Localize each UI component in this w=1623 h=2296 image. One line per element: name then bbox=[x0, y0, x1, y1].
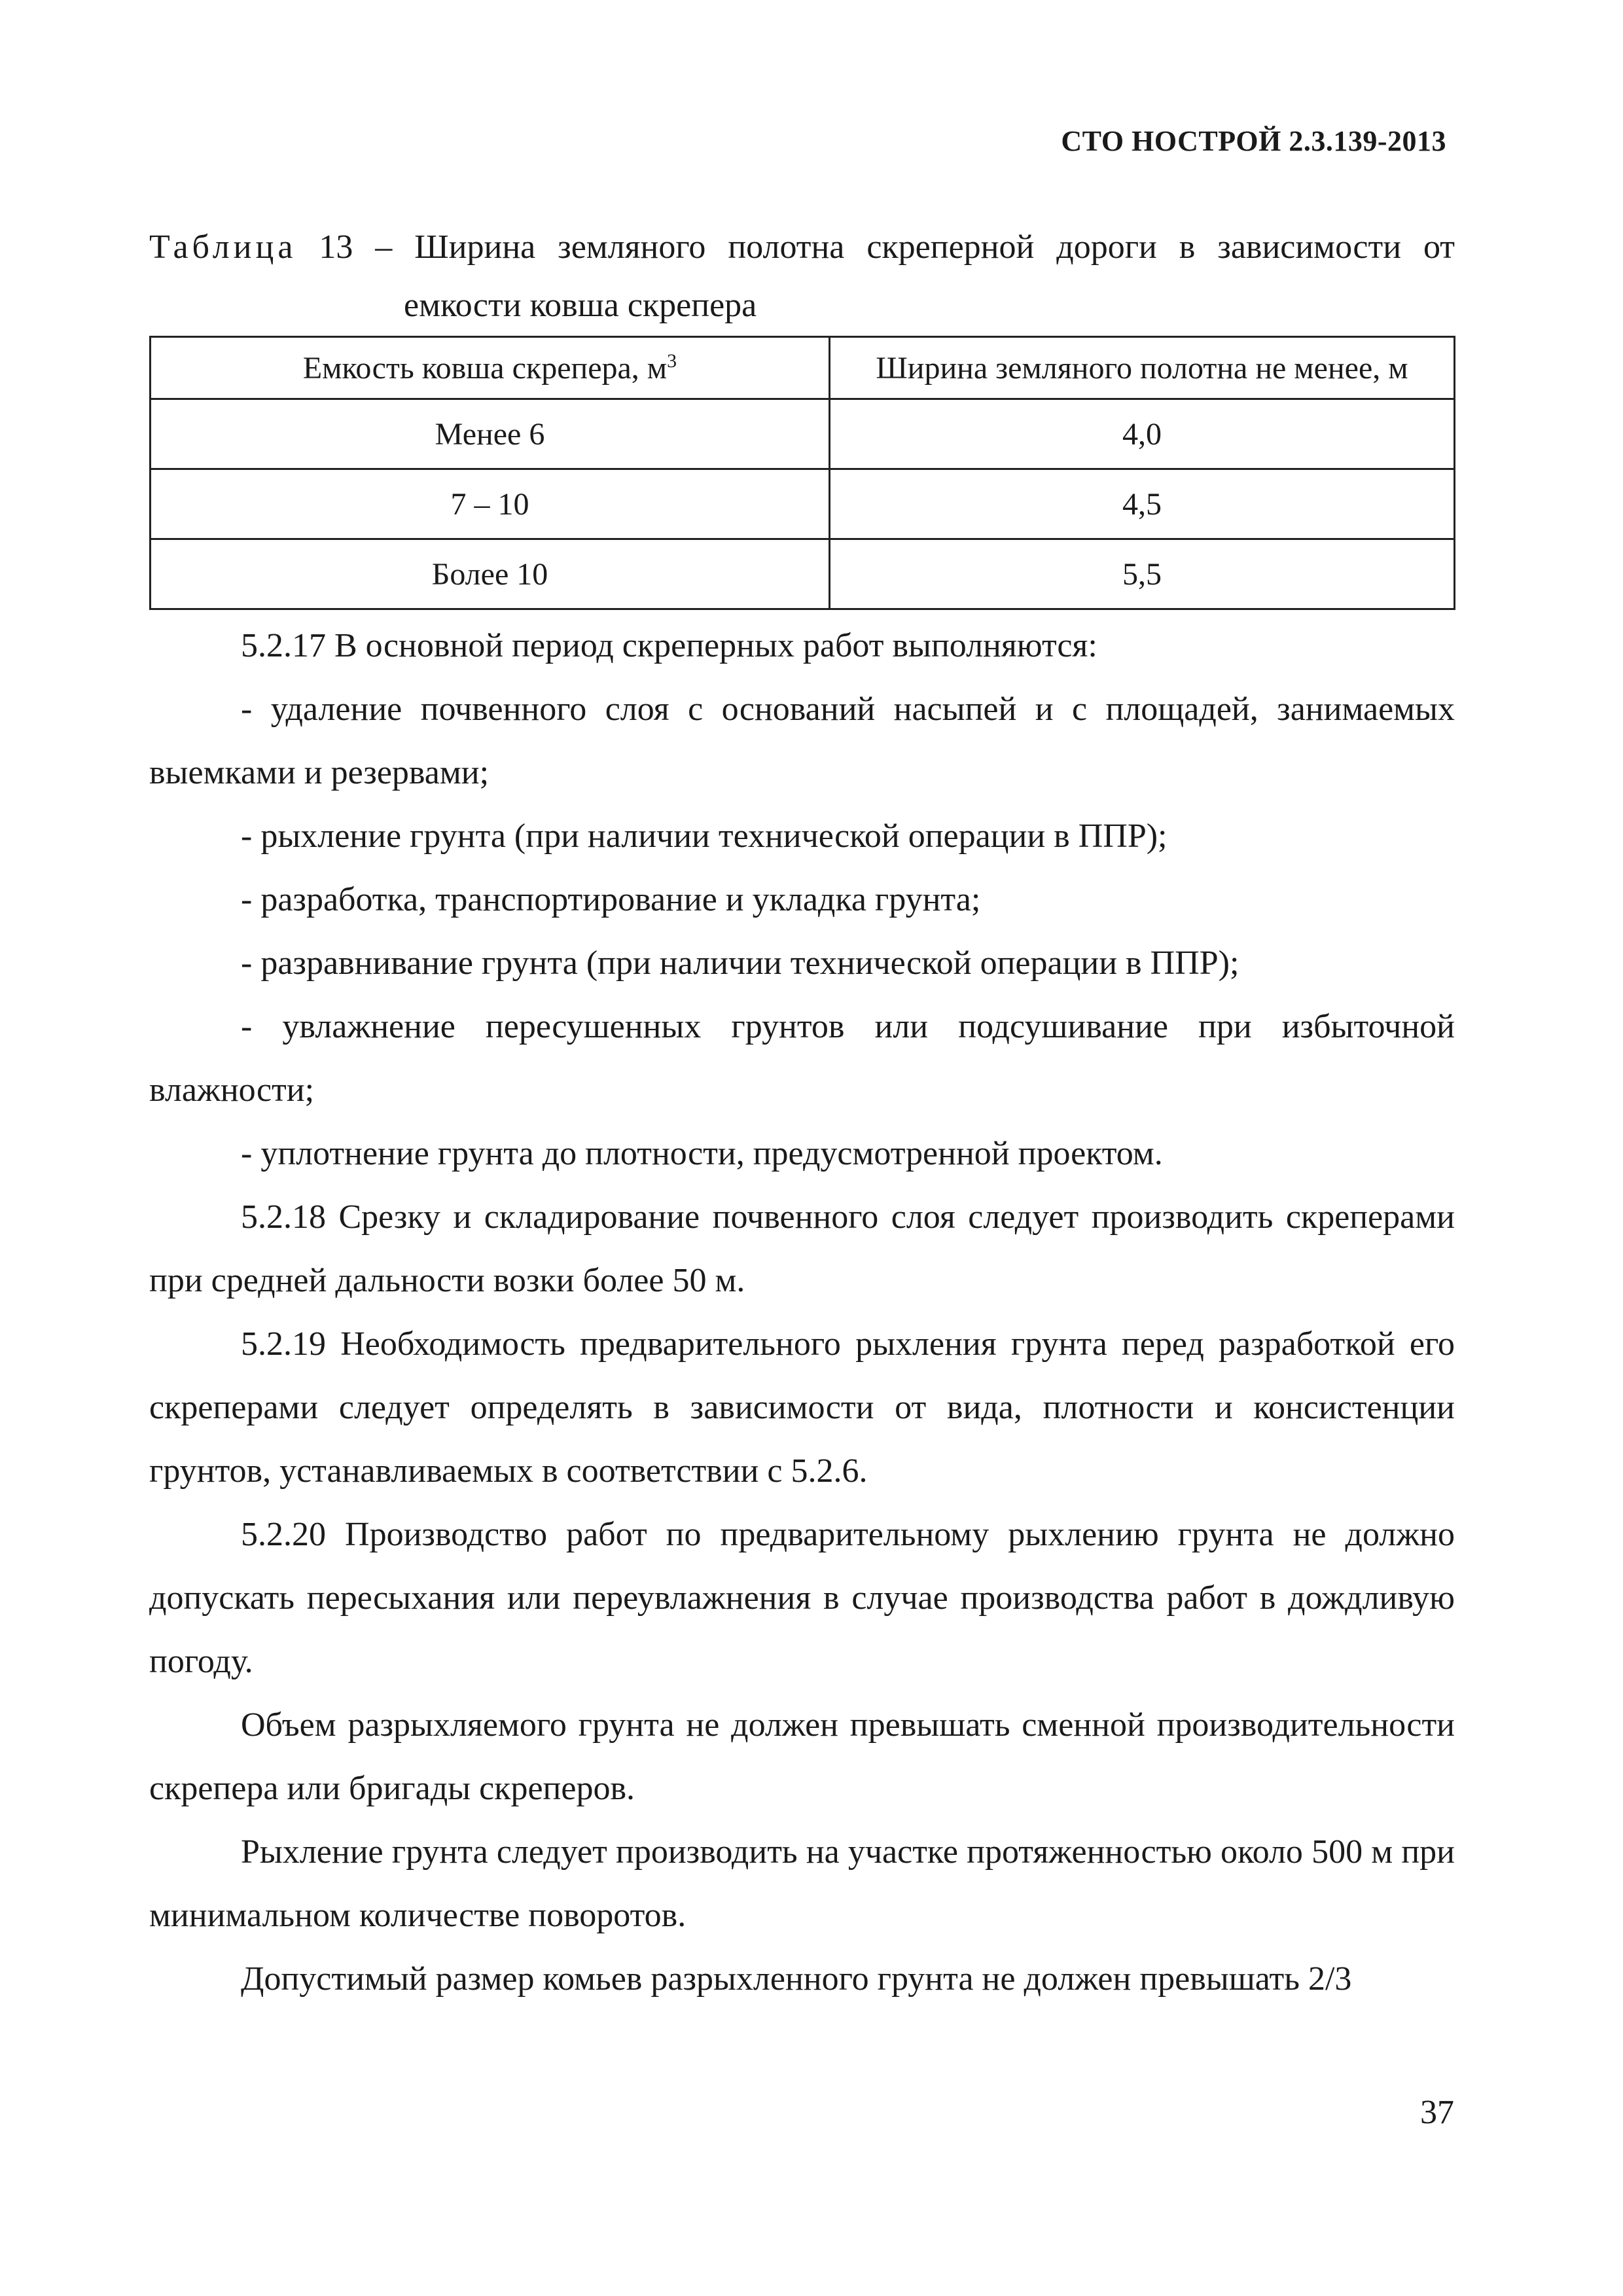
paragraph: 5.2.18 Срезку и складирование почвенного слоя следует производить скреперами при средней дальности возки более 50 м. bbox=[149, 1198, 1455, 1299]
scraper-road-width-table bbox=[149, 336, 1455, 610]
paragraph: Допустимый размер комьев разрыхленного грунта не должен превышать 2/3 bbox=[241, 1960, 1352, 1998]
table-caption bbox=[149, 211, 1455, 283]
cell-width: 4,5 bbox=[830, 469, 1455, 539]
cell-capacity: Более 10 bbox=[151, 539, 830, 609]
paragraph: Объем разрыхляемого грунта не должен превышать сменной производительности скрепера или бригады скреперов. bbox=[149, 1706, 1455, 1807]
table-row bbox=[151, 399, 1455, 469]
paragraph: 5.2.20 Производство работ по предварительному рыхлению грунта не должно допускать пересыхания или переувлажнения в случае производства работ в дождливую погоду. bbox=[149, 1516, 1455, 1680]
paragraph: - разработка, транспортирование и укладка грунта; bbox=[241, 881, 981, 918]
table-caption-text: 13 – Ширина земляного полотна скреперной дороги в зависимости от bbox=[319, 228, 1455, 266]
paragraph: - разравнивание грунта (при наличии технической операции в ППР); bbox=[241, 944, 1240, 982]
document-code-header: СТО НОСТРОЙ 2.3.139-2013 bbox=[1061, 125, 1446, 157]
header-capacity-superscript: 3 bbox=[667, 350, 677, 372]
table-caption-label: Таблица bbox=[149, 228, 297, 266]
paragraph: - уплотнение грунта до плотности, предусмотренной проектом. bbox=[241, 1135, 1163, 1172]
paragraph: - рыхление грунта (при наличии технической операции в ППР); bbox=[241, 817, 1168, 855]
cell-width: 5,5 bbox=[830, 539, 1455, 609]
paragraph: - увлажнение пересушенных грунтов или подсушивание при избыточной влажности; bbox=[149, 1008, 1455, 1109]
table-header-row bbox=[151, 337, 1455, 399]
cell-capacity: 7 – 10 bbox=[151, 469, 830, 539]
body-text bbox=[149, 614, 1455, 2011]
table-row bbox=[151, 469, 1455, 539]
paragraph: Рыхление грунта следует производить на участке протяженностью около 500 м при минимальном количестве поворотов. bbox=[149, 1833, 1455, 1934]
cell-width: 4,0 bbox=[830, 399, 1455, 469]
paragraph: - удаление почвенного слоя с оснований насыпей и с площадей, занимаемых выемками и резервами; bbox=[149, 691, 1455, 791]
page-number: 37 bbox=[1420, 2094, 1454, 2131]
cell-capacity: Менее 6 bbox=[151, 399, 830, 469]
paragraph: 5.2.17 В основной период скреперных работ выполняются: bbox=[241, 627, 1097, 664]
table-caption-continuation: емкости ковша скрепера bbox=[404, 287, 757, 324]
table-row bbox=[151, 539, 1455, 609]
header-width: Ширина земляного полотна не менее, м bbox=[830, 337, 1455, 399]
paragraph: 5.2.19 Необходимость предварительного рыхления грунта перед разработкой его скреперами следует определять в зависимости от вида, плотности и консистенции грунтов, устанавливаемых в соответствии с 5.2.6. bbox=[149, 1325, 1455, 1490]
header-capacity: Емкость ковша скрепера, $м^3$ bbox=[151, 337, 830, 399]
